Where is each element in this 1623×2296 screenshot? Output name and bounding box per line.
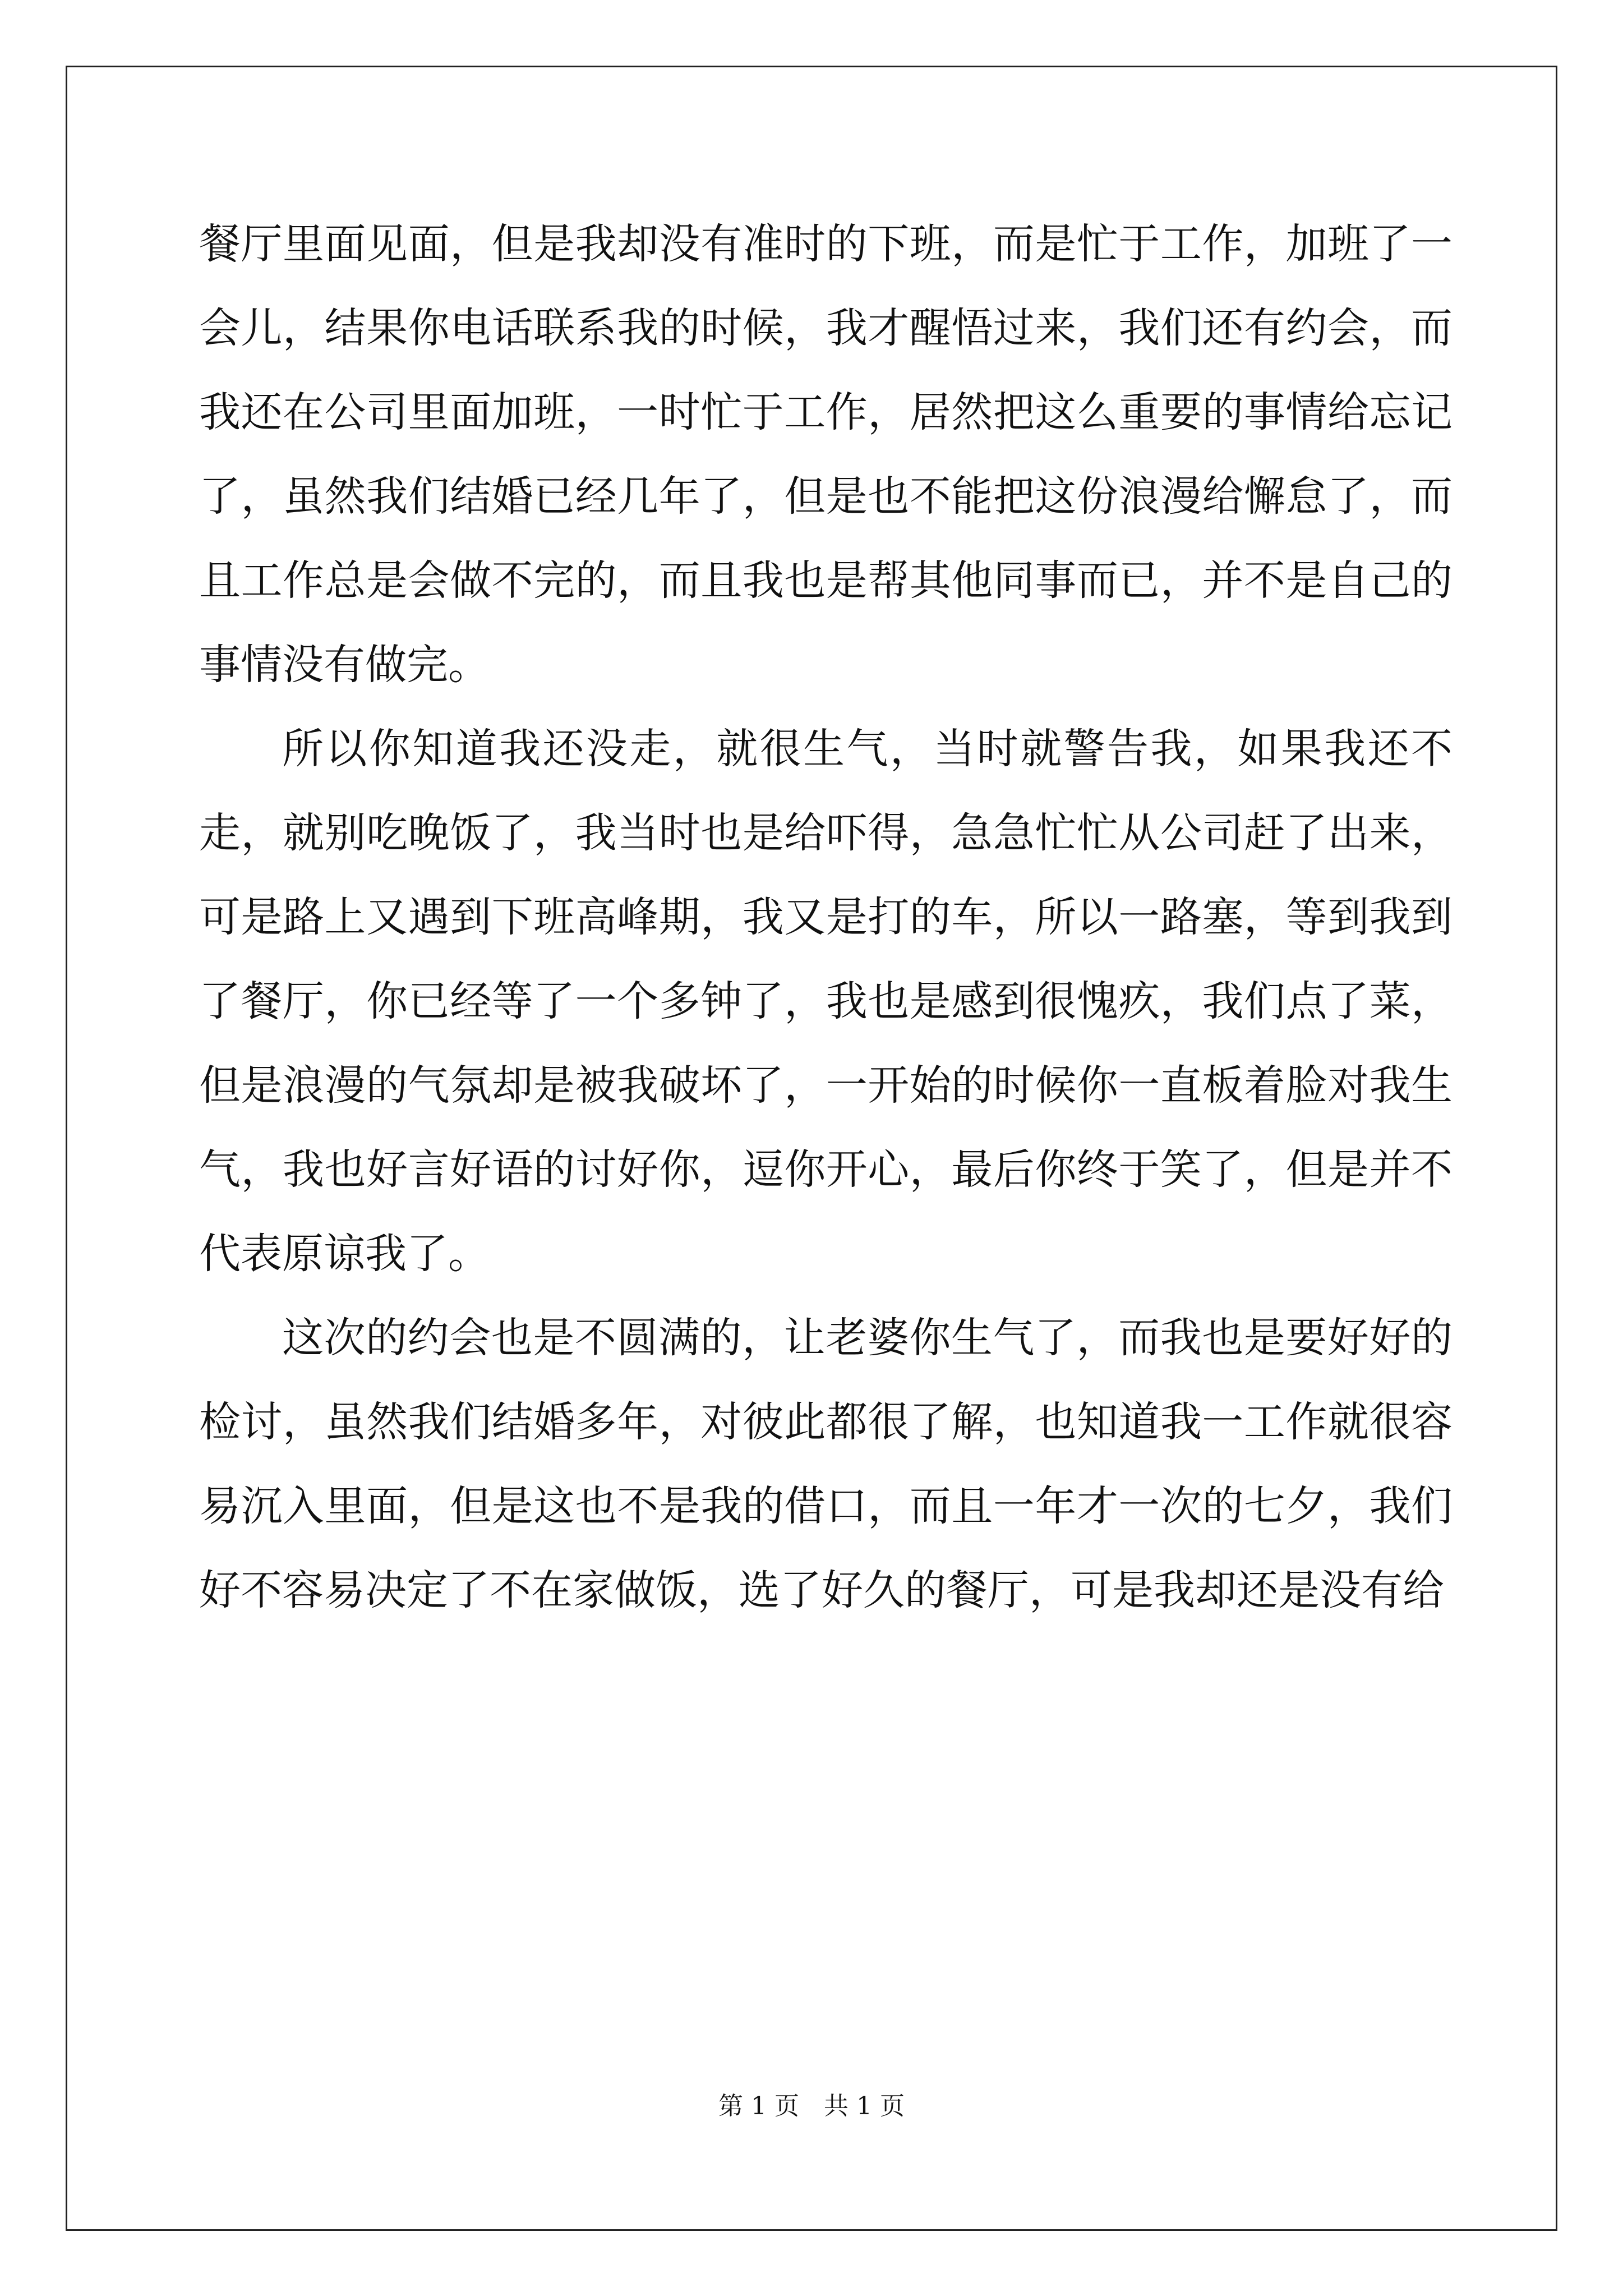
paragraph-3: 这次的约会也是不圆满的，让老婆你生气了，而我也是要好好的检讨，虽然我们结婚多年，对彼此都很了解，也知道我一工作就很容易沉入里面，但是这也不是我的借口，而且一年才一次的七夕，我们好不容易决定了不在家做饭，选了好久的餐厅，可是我却还是没有给 [199,1314,1453,1614]
paragraph-1: 餐厅里面见面，但是我却没有准时的下班，而是忙于工作，加班了一会儿，结果你电话联系我的时候，我才醒悟过来，我们还有约会，而我还在公司里面加班，一时忙于工作，居然把这么重要的事情给忘记了，虽然我们结婚已经几年了，但是也不能把这份浪漫给懈怠了，而且工作总是会做不完的，而且我也是帮其他同事而已，并不是自己的事情没有做完。 [199,220,1453,689]
page-number-footer: 第 1 页 共 1 页 [718,2092,905,2120]
document-body [199,202,1453,1632]
paragraph-2: 所以你知道我还没走，就很生气，当时就警告我，如果我还不走，就别吃晚饭了，我当时也是给吓得，急急忙忙从公司赶了出来，可是路上又遇到下班高峰期，我又是打的车，所以一路塞，等到我到了餐厅，你已经等了一个多钟了，我也是感到很愧疚，我们点了菜，但是浪漫的气氛却是被我破坏了，一开始的时候你一直板着脸对我生气，我也好言好语的讨好你，逗你开心，最后你终于笑了，但是并不代表原谅我了。 [199,725,1453,1278]
